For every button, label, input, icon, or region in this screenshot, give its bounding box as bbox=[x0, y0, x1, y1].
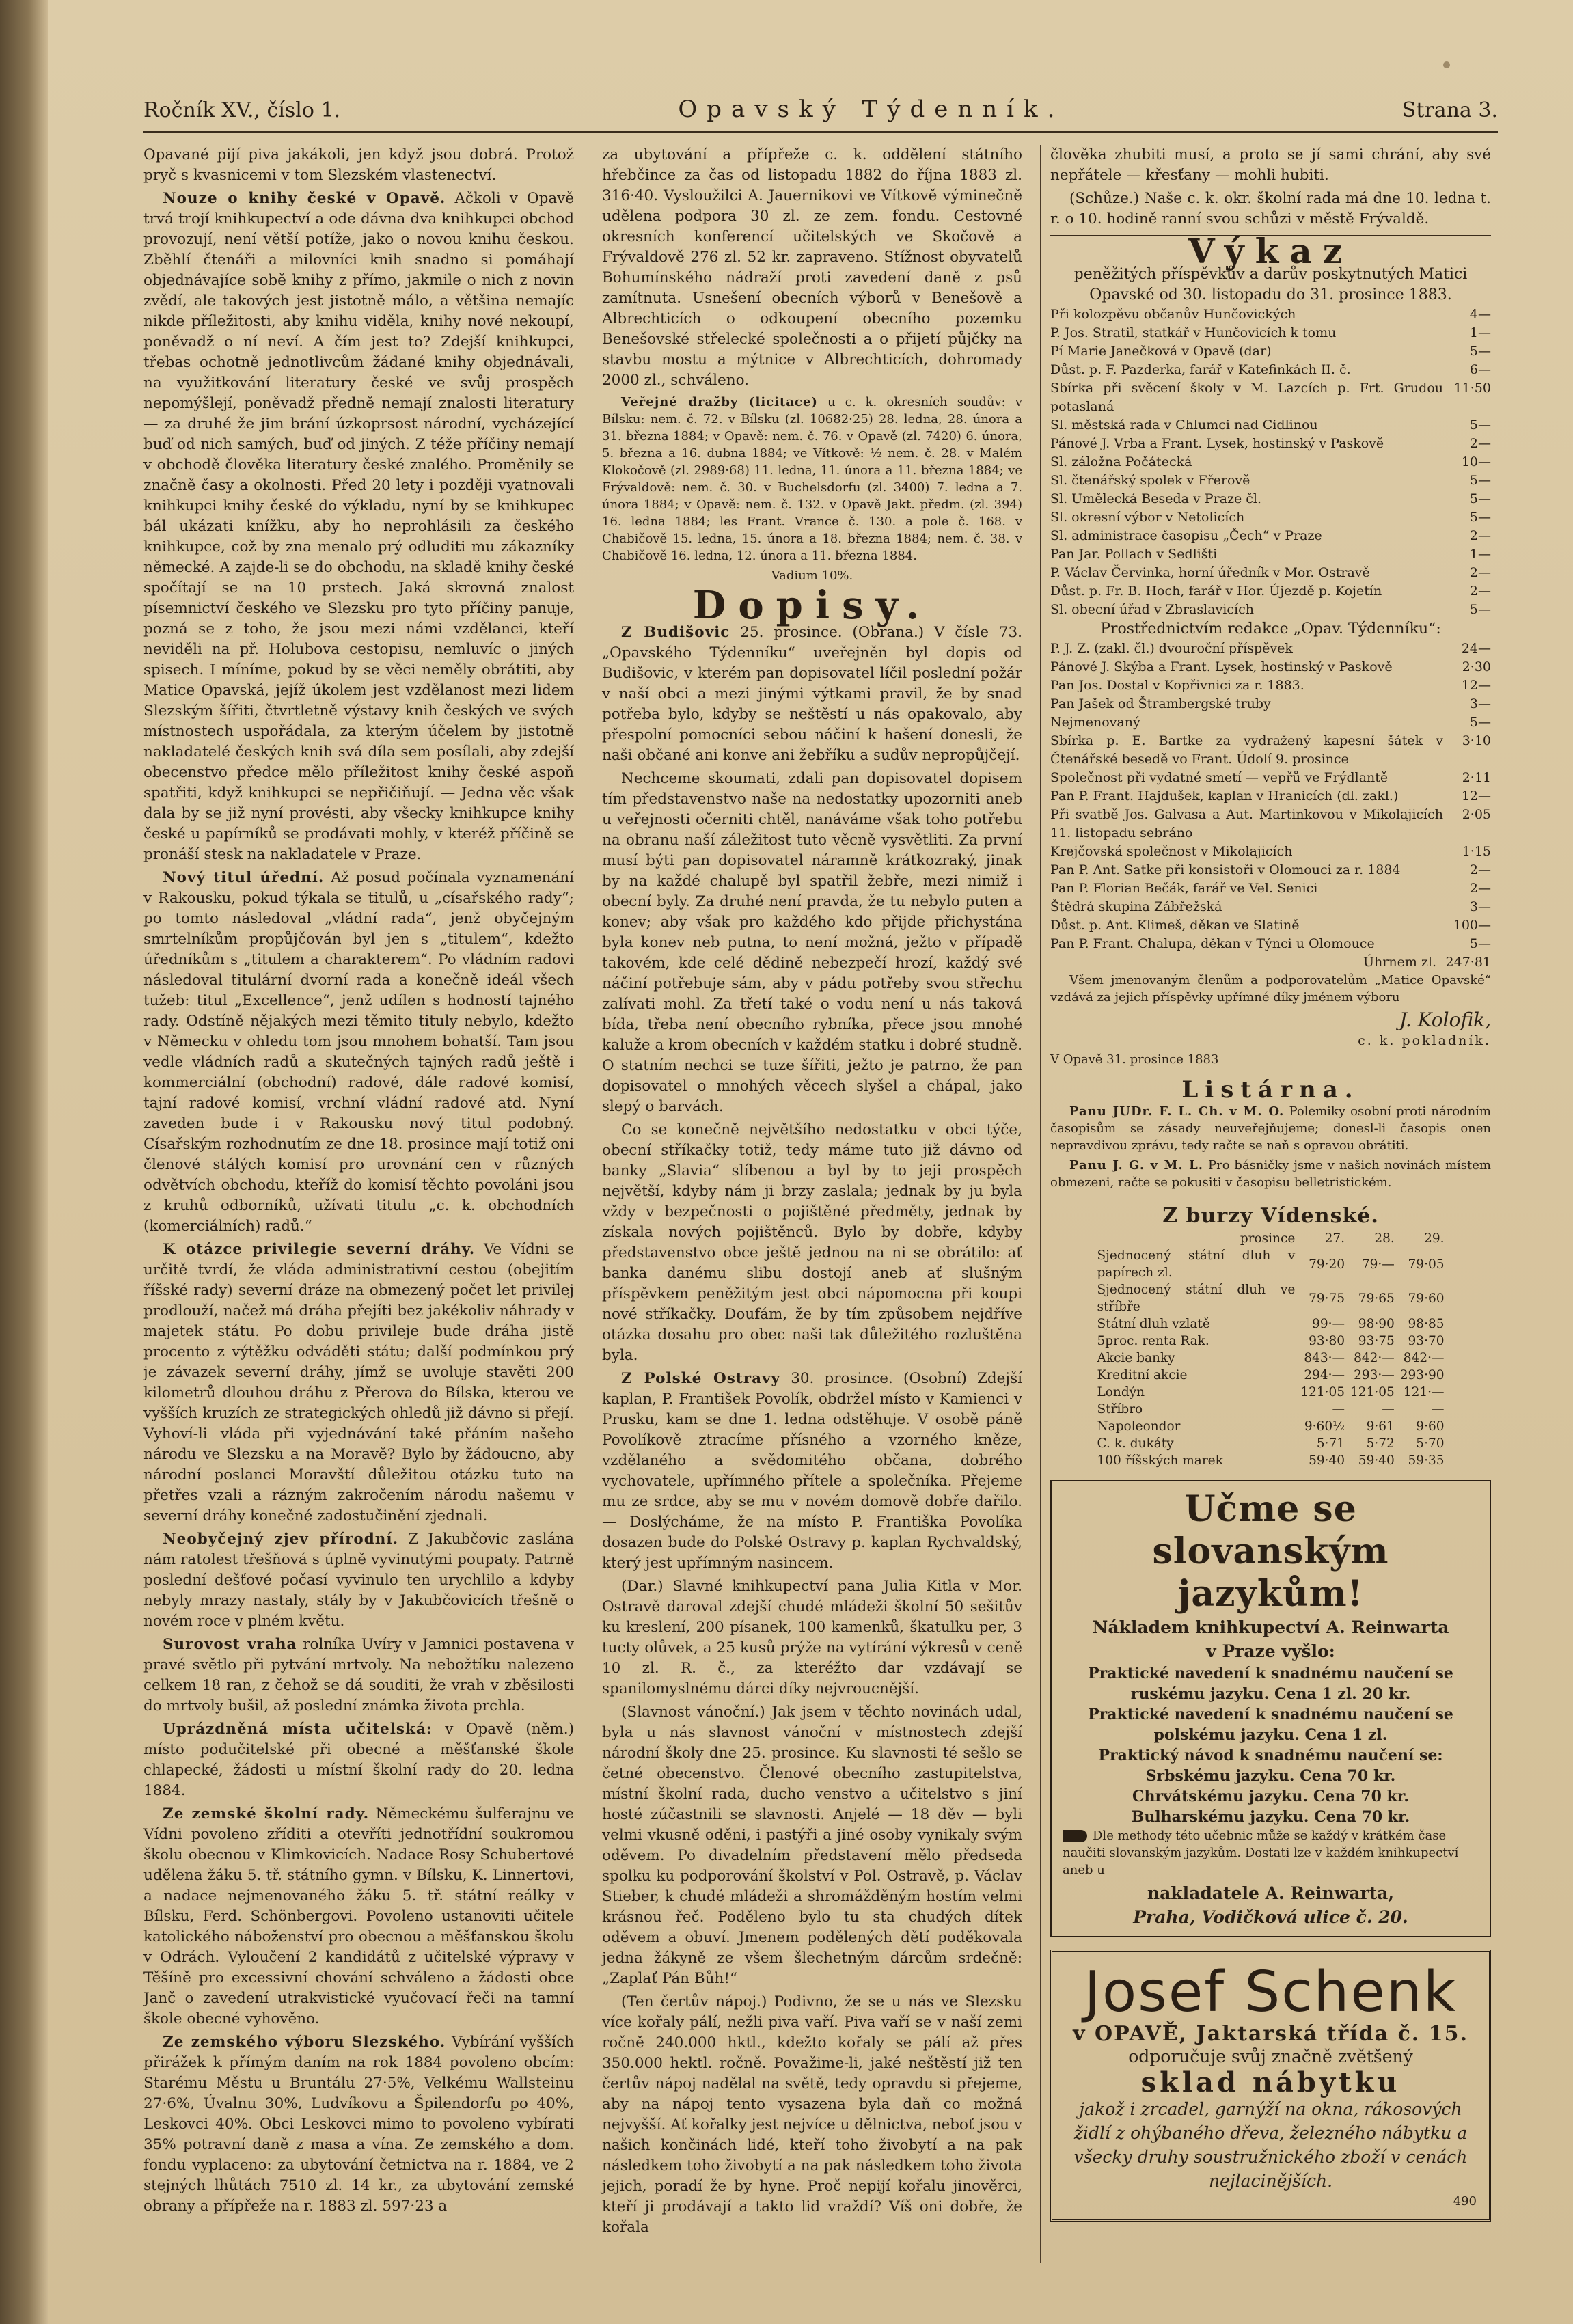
stock-name: C. k. dukáty bbox=[1097, 1436, 1174, 1451]
contribution-row bbox=[1050, 843, 1491, 861]
stock-value: 79·60 bbox=[1408, 1291, 1445, 1306]
article-railway bbox=[143, 1240, 574, 1527]
article-lead: K otázce privilegie severní dráhy. bbox=[163, 1241, 476, 1258]
stock-row bbox=[1095, 1452, 1447, 1469]
header-cell: 27. bbox=[1324, 1231, 1345, 1246]
report-title: Výkaz bbox=[1188, 231, 1354, 271]
stock-value: 293·— bbox=[1354, 1368, 1395, 1382]
article-body: v Opavě (něm.) místo podučitelské při obecné a měšťanské škole chlapecké, žádosti u místní školní rady do 20. ledna 1884. bbox=[143, 1721, 574, 1799]
treasurer-role: c. k. pokladník. bbox=[1358, 1033, 1491, 1048]
stock-value: 9·60 bbox=[1416, 1419, 1445, 1434]
contribution-row bbox=[1050, 379, 1491, 416]
auctions-body: u c. k. okresních soudův: v Bílsku: nem. č. 72. v Bílsku (zl. 10682·25) 28. ledna, 28. února a 31. března 1884; v Opavě: nem. č. 76. v Opavě (zl. 7420) 6. února, 5. března a 16. dubna 1884; ve Vítkově: ½ nem. č. 28. v Malém Klokočově (zl. 2989·68) 11. ledna, 11. února a 11. března 1884; ve Frývaldově: nem. č. 30. v Buchelsdorfu (zl. 3400) 7. ledna a 7. února 1884; v Opavě: nem. č. 132. v Opavě Jakt. předm. (zl. 394) 16. ledna 1884; les Frant. Vrance č. 130. a pole č. 168. v Chabičově 15. ledna, 15. února a 18. března 1884; nem. č. 38. v Chabičově 16. ledna, 12. února a 11. března 1884. bbox=[602, 395, 1022, 563]
advertisement-schenk bbox=[1050, 1950, 1491, 2222]
contribution-row bbox=[1050, 806, 1491, 843]
contribution-row bbox=[1050, 582, 1491, 601]
contribution-row bbox=[1050, 879, 1491, 898]
continued-paragraph: za ubytování a přípřeže c. k. oddělení státního hřebčince za čas od listopadu 1882 do října 1883 zl. 316·40. Vysloužilci A. Jauernikovi ve Vítkově výminečně udělena podpora 30 zl. ze zem. fondu. Cestovné okresních konferencí učitelských ve Skočově a Frývaldově 276 zl. 52 kr. zapraveno. Stížnost obyvatelů Bohumínského nádraží proti zavedení daně z psů zamítnuta. Usnešení obecních výborů v Benešově a Albrechticích o odkoupení obecního pozemku Benešovské střelecké společnosti a o přijetí půjčky na stavbu mostu a mýtnice v Albrechticích, dohromady 2000 zl., schváleno. bbox=[602, 146, 1022, 389]
stock-exchange-header-row bbox=[1095, 1230, 1447, 1247]
header-cell: prosince bbox=[1240, 1231, 1296, 1246]
newspaper-title: Opavský Týdenník. bbox=[678, 96, 1065, 123]
stock-row bbox=[1095, 1350, 1447, 1367]
stock-row bbox=[1095, 1418, 1447, 1435]
mailbox-text: Polemiky osobní proti národním časopisům se zásady neuveřejňujeme; donesl-li časopis onen nepravdivou zprávu, tedy račte se naň s opravou obrátiti. bbox=[1050, 1104, 1491, 1153]
stock-value: 93·75 bbox=[1358, 1334, 1395, 1348]
contributor-name: Sl. městská rada v Chlumci nad Cidlinou bbox=[1050, 418, 1318, 433]
mailbox-entry bbox=[1050, 1103, 1491, 1154]
contribution-row bbox=[1050, 545, 1491, 564]
article-body: Německému šulferajnu ve Vídni povoleno zříditi a otevříti jednotřídní soukromou školu obecnou v Klimkovicích. Nadace Rosy Schubertové udělena žáku 5. tř. státního gymn. v Bílsku, K. Linnertovi, a nadace nejmenovaného žáku 5. tř. státní reálky v Bílsku, Ferd. Schönbergovi. Povoleno ustanoviti učitele katolického náboženství pro obecnou a měšťanskou školu v Odrách. Vyloučení 2 kandidátů z učitelské výpravy v Těšíně pro excessivní chování schváleno a žádosti obce Janč o zavedení utrakvistické vyučovací řeči na tamní škole obecné vyhověno. bbox=[143, 1805, 574, 2027]
contributor-name: Pánové J. Vrba a Frant. Lysek, hostinský v Paskově bbox=[1050, 436, 1384, 451]
stock-name: Sjednocený státní dluh ve stříbře bbox=[1097, 1283, 1296, 1314]
contributor-name: Společnost při vydatné smetí — vepřů ve Frýdlantě bbox=[1050, 770, 1389, 785]
contribution-amount: 5— bbox=[1469, 715, 1491, 730]
ad-description: jakož i zrcadel, garnýží na okna, rákosových židlí z ohýbaného dřeva, železného nábytku a všecky druhy soustružnického zboží v cenách nejlacinějších. bbox=[1073, 2099, 1468, 2191]
binding-edge bbox=[0, 0, 48, 2324]
contribution-row bbox=[1050, 564, 1491, 582]
contribution-amount: 5— bbox=[1469, 936, 1491, 951]
article-nature bbox=[143, 1529, 574, 1632]
contribution-row bbox=[1050, 787, 1491, 806]
stock-row bbox=[1095, 1315, 1447, 1332]
contribution-amount: 2·11 bbox=[1462, 770, 1491, 785]
contribution-amount: 2— bbox=[1469, 584, 1491, 599]
stock-value: 79·20 bbox=[1309, 1257, 1345, 1272]
total-row bbox=[1050, 953, 1491, 972]
stock-value: 79·05 bbox=[1408, 1257, 1445, 1272]
contribution-amount: 12— bbox=[1461, 678, 1491, 693]
contributor-name: Pan P. Ant. Satke při konsistoři v Olomouci za r. 1884 bbox=[1050, 862, 1401, 877]
contribution-row bbox=[1050, 305, 1491, 324]
contribution-row bbox=[1050, 713, 1491, 732]
contribution-amount: 5— bbox=[1469, 491, 1491, 506]
stock-exchange-table bbox=[1095, 1230, 1447, 1469]
stock-value: 294·— bbox=[1304, 1368, 1345, 1382]
meeting-notice: (Schůze.) Naše c. k. okr. školní rada má dne 10. ledna t. r. o 10. hodině ranní svou schůzi v městě Frývaldě. bbox=[1050, 190, 1491, 228]
ad-item: Praktický návod k snadnému naučení se: bbox=[1098, 1747, 1443, 1764]
article-lead: Ze zemské školní rady. bbox=[163, 1805, 370, 1822]
contributor-name: Důst. p. F. Pazderka, farář v Katefinkách II. č. bbox=[1050, 362, 1351, 377]
place-date: V Opavě 31. prosince 1883 bbox=[1050, 1052, 1219, 1067]
contributor-name: Pan Jar. Pollach v Sedlišti bbox=[1050, 547, 1218, 562]
stock-name: Sjednocený státní dluh v papírech zl. bbox=[1097, 1248, 1296, 1280]
volume-number: Ročník XV., číslo 1. bbox=[143, 98, 341, 122]
stock-row bbox=[1095, 1247, 1447, 1281]
contributor-name: Sl. Umělecká Beseda v Praze čl. bbox=[1050, 491, 1262, 506]
running-header bbox=[143, 96, 1498, 133]
letter-lead: Z Budišovic bbox=[621, 624, 730, 641]
contribution-row bbox=[1050, 527, 1491, 545]
article-body: Ačkoli v Opavě trvá trojí knihkupectví a ode dávna dva knihkupci obchod provozují, není větší potíže, jako o novou knihu českou. Zběhlí čtenáři a milovníci knih snadno si pomáhají objednávajíce sobě knihy z přímo, jakmile o nich z novin zvědí, ale takových jest jistotně málo, a většina nemajíc nikde příležitosti, aby knihu viděla, knihy nové nekoupí, poněvadž o ní neví. A čím jest to? Zdejší knihkupci, třebas ochotně jednotlivcům žádané knihy objednávali, na využitkování literatury české ve svůj prospěch nepomýšlejí, poněvadž předně nemají znalosti literatury — za druhé že jim brání úzkoprsost národní, vycházející buď od nich samých, buď od jiných. Z téže příčiny nemají v obchodě člověka literatury české znalého. Proměnily se značně časy a okolnosti. Před 20 lety i později vyatnovali knihkupci knihy české do výkladu, nyní by se knihkupec bál ukázati knížku, aby ho neprohlásili za českého knihkupce, což by zna menalo prý odluditi mu zákazníky německé. A zajde-li se do obchodu, na skladě knihy české spočítají se na 10 prstech. Jaká skrovná znalost písemnictví českého ve Slezsku pro tyto příčiny panuje, pozná se z toho, že jsou mezi námi vzdělanci, kteří neviděli na př. Holubova cestopisu, nemluvíc o jiných spisech. I míníme, pokud by se věci neměly obrátiti, aby Matice Opavská, jejíž úkolem jest vzdělanost mezi lidem Slezským šířiti, čtvrtletně výstavy knih českých ve svých místnostech uspořádala, za kterým účelem by jistotně nakladatelé českých knih svá díla sem posílali, aby zdejší obecenstvo předce mělo příležitost knihy české aspoň spatřiti, když knihkupci se nepřičiňují. — Jedna věc však dala by se již nyní provésti, aby všecky knihkupce knihy české u papírníků se prodávati mohly, v kteréž příčině se pronáší stesk na nakladatele v Praze. bbox=[143, 190, 574, 863]
contribution-row bbox=[1050, 658, 1491, 676]
auctions bbox=[602, 394, 1022, 564]
ad-address: Praha, Vodičková ulice č. 20. bbox=[1133, 1907, 1408, 1927]
mailbox-text: Pro básničky jsme v našich novinách místem obmezeni, račte se pokusiti v časopisu belletristickém. bbox=[1050, 1158, 1491, 1190]
stock-value: — bbox=[1332, 1402, 1345, 1417]
article-lead: Nový titul úřední. bbox=[163, 869, 325, 886]
contribution-amount: 2·05 bbox=[1462, 807, 1491, 822]
stock-name: Stříbro bbox=[1097, 1402, 1143, 1417]
ad-items bbox=[1063, 1663, 1479, 1827]
contributor-name: Pánové J. Skýba a Frant. Lysek, hostinský v Paskově bbox=[1050, 659, 1393, 674]
contribution-amount: 5— bbox=[1469, 344, 1491, 359]
stock-value: — bbox=[1432, 1402, 1445, 1417]
contribution-row bbox=[1050, 916, 1491, 935]
article-school-board bbox=[143, 1804, 574, 2029]
contributor-name: P. Jos. Stratil, statkář v Hunčovicích k tomu bbox=[1050, 325, 1337, 340]
contributor-name: Sl. čtenářský spolek v Fřerově bbox=[1050, 473, 1250, 488]
mailbox-addressee: Panu JUDr. F. L. Ch. v M. O. bbox=[1069, 1104, 1285, 1119]
mailbox-entry bbox=[1050, 1157, 1491, 1191]
stock-exchange-title: Z burzy Vídenské. bbox=[1162, 1204, 1379, 1228]
report-period: Opavské od 30. listopadu do 31. prosince 1883. bbox=[1089, 286, 1452, 303]
stock-name: Státní dluh vzlatě bbox=[1097, 1317, 1210, 1331]
article-lead: Nouze o knihy české v Opavě. bbox=[163, 190, 446, 207]
contribution-row bbox=[1050, 471, 1491, 490]
contributor-name: Pan P. Florian Bečák, farář ve Vel. Senici bbox=[1050, 881, 1318, 896]
letter-paragraph: (Slavnost vánoční.) Jak jsem v těchto novinách udal, byla u nás slavnost vánoční v místnostech zdejší národní školy dne 25. prosince. Ku slavnosti té sešlo se četné obecenstvo. Členové obecního zastupitelstva, místní školní rada, ducho venstvo a učitelstvo s jiní hosté zúčastnili se slavnosti. Anjelé — 18 děv — byli velmi vkusně oděni, i pastýři a jiné osoby vynikaly svým oděvem. Po divadelním představení mělo předseda spolku ku podporování školství v Pol. Ostravě, p. Václav Stieber, k chudé mládeži a shromážděným hostím velmi krásnou řeč. Poděleno bylo tu sta chudých dítek oděvem a obuví. Jmenem podělených dětí poděkovala jedna žákyně ze všem šlechetným dárcům srdečně: „Zaplať Pán Bůh!“ bbox=[602, 1704, 1022, 1987]
total-amount: 247·81 bbox=[1445, 955, 1491, 970]
ad-item: Praktické navedení k snadnému naučení se ruskému jazyku. Cena 1 zl. 20 kr. bbox=[1088, 1665, 1453, 1703]
contributor-name: Sbírka při svěcení školy v M. Lazcích p. Frt. Grudou potaslaná bbox=[1050, 381, 1443, 414]
page-number: Strana 3. bbox=[1401, 98, 1498, 122]
article-body: Až posud počínala vyznamenání v Rakousku, pokud týkala se titulů, u „císařského rady“; po tomto následoval „vládní rada“, jenž obyčejným smrtelníkům propůjčován byl jen s „titulem“, kdežto úředníkům s „titulem a charakterem“. Po vládním radovi následoval titulární dvorní rada a konečně ideál všech tužeb: titul „Excellence“, jenž udílen s hodností tajného rady. Odstíně nějakých mezi těmito tituly nebylo, kdežto v Německu v ohledu tom jsou mnohem bohatší. Tam jsou vedle vládních radů a skutečných tajných radů ještě i kommerciální (obchodní) radové, dále radové komisí, tajní radové komisí, vrchní vládní radové atd. Nyní zaveden bude i v Rakousku nový titul podobný. Císařským rozhodnutím ze dne 18. prosince mají totiž oni členové stálých komisí pro urovnání cen v různých odvětvích obchodu, kteříž do komisí těchto povoláni jsou z kruhů odborníků, užívati titulu „c. k. obchodních (komerciálních) radů.“ bbox=[143, 869, 574, 1235]
ad-company-address: v OPAVĚ, Jaktarská třída č. 15. bbox=[1073, 2022, 1468, 2046]
article-lead: Neobyčejný zjev přírodní. bbox=[163, 1531, 399, 1548]
stock-value: 79·65 bbox=[1358, 1291, 1395, 1306]
contribution-amount: 100— bbox=[1453, 918, 1491, 933]
header-cell: 29. bbox=[1424, 1231, 1445, 1246]
article-body: Z Jakubčovic zaslána nám ratolest třešňová s úplně vyvinutými poupaty. Patrně poslední dešťové počasí vyvinulo ten urychlilo a kdyby nebyly mrazy nastaly, stály by v Jakubčovicích třešně o novém roce v plném květu. bbox=[143, 1531, 574, 1630]
contribution-amount: 3— bbox=[1469, 899, 1491, 914]
ad-company-name: Josef Schenk bbox=[1084, 1960, 1458, 2025]
contribution-amount: 5— bbox=[1469, 473, 1491, 488]
column-1 bbox=[143, 145, 574, 2263]
stock-value: 5·72 bbox=[1366, 1436, 1395, 1451]
contribution-row bbox=[1050, 324, 1491, 342]
ad-item: Praktické navedení k snadnému naučení se polskému jazyku. Cena 1 zl. bbox=[1088, 1706, 1453, 1744]
stock-value: 5·70 bbox=[1416, 1436, 1445, 1451]
contributor-name: Při svatbě Jos. Galvasa a Aut. Martinkovou v Mikolajicích 11. listopadu sebráno bbox=[1050, 807, 1443, 840]
contributor-name: Pan Jašek od Štrambergské truby bbox=[1050, 696, 1271, 711]
letter-budisovice bbox=[602, 623, 1022, 766]
contribution-row bbox=[1050, 695, 1491, 713]
letter-date: 30. prosince. (Osobní) bbox=[791, 1370, 967, 1387]
columns bbox=[143, 145, 1498, 2263]
letter-body: V čísle 73. „Opavského Týdenníku“ uveřejněn byl dopis od Budišovic, v kterém pan dopisovatel líčil poslední požár v naší obci a mezi jinými výtkami pravil, že by snad potřeba bylo, kdyby se neštěstí u nás opakovalo, aby přespolní pomocníci sebou náčiní k hašení donesli, že naši občané ani konve ani žebříku a sudův nepropůjčejí. bbox=[602, 624, 1022, 764]
stock-value: 121·05 bbox=[1300, 1385, 1345, 1399]
stock-value: 842·— bbox=[1403, 1351, 1445, 1365]
contribution-row bbox=[1050, 769, 1491, 787]
contribution-amount: 2·30 bbox=[1462, 659, 1491, 674]
contributor-name: Důst. p. Fr. B. Hoch, farář v Hor. Újezdě p. Kojetín bbox=[1050, 584, 1382, 599]
contribution-row bbox=[1050, 601, 1491, 619]
ad-tagline: sklad nábytku bbox=[1140, 2066, 1401, 2099]
stock-value: 59·40 bbox=[1358, 1453, 1395, 1468]
contributor-name: Krejčovská společnost v Mikolajicích bbox=[1050, 844, 1293, 859]
contribution-amount: 4— bbox=[1469, 307, 1491, 322]
total-label: Úhrnem zl. bbox=[1363, 955, 1436, 970]
stock-name: Napoleondor bbox=[1097, 1419, 1181, 1434]
ad-note bbox=[1063, 1827, 1479, 1878]
contribution-row bbox=[1050, 416, 1491, 435]
stock-row bbox=[1095, 1367, 1447, 1384]
report-subtitle: peněžitých příspěvkův a darův poskytnutých Matici bbox=[1073, 266, 1468, 283]
letter-polska-ostrava bbox=[602, 1369, 1022, 1574]
contribution-amount: 2— bbox=[1469, 862, 1491, 877]
letter-paragraph: Co se konečně největšího nedostatku v obci týče, obecní stříkačky totiž, tedy máme tuto již dávno od banky „Slavia“ slíbenou a byl by to jeji prospěch největší, kdyby nám ji brzy zaslala; jednak by ju byla vždy v bezpečnosti o pojištěné předměty, jednak by získala nových pojištěnců. Bylo by dobře, kdyby představenstvo obce ještě jednou na ni se obrátilo: ať banka danému slibu dostojí aneb ať slušným příspěvkem peněžitým jest obci nápomocna při koupi nové stříkačky. Doufám, že by tím způsobem nejdříve otázka dosahu pro obec naši tak důležitého rozluštěna byla. bbox=[602, 1121, 1022, 1364]
contributor-name: Sl. obecní úřad v Zbraslavicích bbox=[1050, 602, 1254, 617]
article-lead: Ze zemského výboru Slezského. bbox=[163, 2034, 446, 2051]
stock-row bbox=[1095, 1401, 1447, 1418]
stock-exchange-box bbox=[1095, 1203, 1447, 1469]
contribution-row bbox=[1050, 640, 1491, 658]
article-murder bbox=[143, 1635, 574, 1717]
letter-lead: Z Polské Ostravy bbox=[621, 1370, 781, 1387]
stock-value: 9·60½ bbox=[1304, 1419, 1345, 1434]
contributor-name: Pan P. Frant. Hajdušek, kaplan v Hranicích (dl. zakl.) bbox=[1050, 789, 1399, 804]
contribution-row bbox=[1050, 676, 1491, 695]
contributor-name: Nejmenovaný bbox=[1050, 715, 1140, 730]
contribution-amount: 2— bbox=[1469, 436, 1491, 451]
article-teachers bbox=[143, 1719, 574, 1801]
contribution-amount: 24— bbox=[1461, 641, 1491, 656]
treasurer-signature: J. Kolofik, bbox=[1399, 1009, 1491, 1031]
stock-value: 9·61 bbox=[1366, 1419, 1395, 1434]
contribution-amount: 3— bbox=[1469, 696, 1491, 711]
ad-publisher: Nákladem knihkupectví A. Reinwarta bbox=[1092, 1617, 1449, 1637]
ad-note-text: Dle methody této učebnic může se každý v krátkém čase naučiti slovanským jazykům. Dostati lze v každém knihkupectví aneb u bbox=[1063, 1829, 1459, 1877]
contribution-amount: 3·10 bbox=[1462, 733, 1491, 748]
ad-recommendation: odporučuje svůj značně zvětšený bbox=[1128, 2047, 1413, 2066]
stock-row bbox=[1095, 1281, 1447, 1315]
stock-row bbox=[1095, 1384, 1447, 1401]
article-body: Ve Vídni se určitě tvrdí, že vláda administrativní cestou (obejitím říšské rady) severní dráze na obmezený počet let privilej prodlouží, načež má dráha přejíti bez jakékoliv náhrady v majetek státu. Po dobu privileje bude dráha jistě procento z výtěžku odváděti státu; další podmínkou prý je závazek severní dráhy, jímž se uvoluje stavěti 200 kilometrů dlouhou dráhu z Přerova do Bílska, kterou ve vyšších kruzích ze strategických ohledů již dávno si přejí. Vyhoví-li vláda při vyjednávání také přáním našeho národu ve Slezsku a na Moravě? Bylo by žádoucno, aby národní poslanci Moravští důležitou otázku tuto na přetřes vzali a rázným zakročením národu našemu v severní dráhy konečné zadostučinění zjednali. bbox=[143, 1241, 574, 1525]
contribution-row bbox=[1050, 935, 1491, 953]
contribution-amount: 5— bbox=[1469, 510, 1491, 525]
contribution-amount: 2— bbox=[1469, 881, 1491, 896]
contributor-name: Pan P. Frant. Chalupa, děkan v Týnci u Olomouce bbox=[1050, 936, 1375, 951]
stock-value: 5·71 bbox=[1316, 1436, 1345, 1451]
stock-value: 843·— bbox=[1304, 1351, 1345, 1365]
stock-value: 121·05 bbox=[1350, 1385, 1395, 1399]
contribution-amount: 11·50 bbox=[1453, 381, 1491, 396]
mailbox-addressee: Panu J. G. v M. L. bbox=[1069, 1158, 1204, 1173]
stock-value: 79·— bbox=[1361, 1257, 1395, 1272]
stock-value: 293·90 bbox=[1399, 1368, 1445, 1382]
contributor-name: Pí Marie Janečková v Opavě (dar) bbox=[1050, 344, 1272, 359]
contribution-amount: 2— bbox=[1469, 528, 1491, 543]
contributor-name: Pan Jos. Dostal v Kopřivnici za r. 1883. bbox=[1050, 678, 1304, 693]
stock-value: 93·70 bbox=[1408, 1334, 1445, 1348]
stock-name: Akcie banky bbox=[1097, 1351, 1175, 1365]
contributions-table-2 bbox=[1050, 640, 1491, 972]
ad-city: v Praze vyšlo: bbox=[1206, 1641, 1335, 1661]
contributions-subheading: Prostřednictvím redakce „Opav. Týdenníku“: bbox=[1100, 620, 1441, 638]
stock-row bbox=[1095, 1435, 1447, 1452]
stock-value: 59·40 bbox=[1309, 1453, 1345, 1468]
contributor-name: Důst. p. Ant. Klimeš, děkan ve Slatině bbox=[1050, 918, 1300, 933]
auctions-deposit: Vadium 10%. bbox=[771, 569, 853, 583]
stock-value: 121·— bbox=[1403, 1385, 1445, 1399]
stock-value: 98·90 bbox=[1358, 1317, 1395, 1331]
stock-value: 99·— bbox=[1312, 1317, 1345, 1331]
stock-value: 842·— bbox=[1354, 1351, 1395, 1365]
contributor-name: Při kolozpěvu občanův Hunčovických bbox=[1050, 307, 1296, 322]
contribution-amount: 1·15 bbox=[1462, 844, 1491, 859]
section-title-letters: Dopisy. bbox=[692, 583, 932, 628]
ad-item: Bulharskému jazyku. Cena 70 kr. bbox=[1131, 1808, 1410, 1826]
contribution-row bbox=[1050, 342, 1491, 361]
header-cell: 28. bbox=[1374, 1231, 1395, 1246]
stock-row bbox=[1095, 1332, 1447, 1350]
stock-value: 93·80 bbox=[1309, 1334, 1345, 1348]
stock-name: 5proc. renta Rak. bbox=[1097, 1334, 1209, 1348]
stock-value: 79·75 bbox=[1309, 1291, 1345, 1306]
article-land-committee bbox=[143, 2032, 574, 2217]
ad-item: Chrvátskému jazyku. Cena 70 kr. bbox=[1132, 1788, 1410, 1805]
letter-paragraph: (Ten čertův nápoj.) Podivno, že se u nás ve Slezsku více kořaly pálí, nežli piva vaří. Piva vaří se v naší zemi ročně 240.000 hktl., kdežto kořaly se pálí až přes 350.000 hektl. ročně. Považime-li, jaké neštěstí již ten čertův nápoj nadělal na světě, tedy opravdu si přejeme, aby na nápoj tento vysazena byla daň co možná nejvyšší. Ať kořalky jest nejvíce u dělnictva, neboť jsou v našich končinách lidé, kteří toho živobytí a na pak následkem toho živobytí a na pak následkem toho života jejich, poradí že by hyne. Proč nepijí kořalu jinověrci, kteří ji prodávají a takto lid vraždí? Víš oni dobře, že kořala bbox=[602, 1993, 1022, 2236]
contributor-name: Sl. záložna Počátecká bbox=[1050, 454, 1192, 469]
contribution-amount: 5— bbox=[1469, 418, 1491, 433]
contribution-amount: 1— bbox=[1469, 325, 1491, 340]
stock-value: 59·35 bbox=[1408, 1453, 1445, 1468]
thanks-note: Všem jmenovaným členům a podporovatelům „Matice Opavské“ vzdává za jejich příspěvky upřímné díky jménem výboru bbox=[1050, 973, 1491, 1004]
contribution-amount: 12— bbox=[1461, 789, 1491, 804]
mailbox-title: Listárna. bbox=[1181, 1076, 1360, 1104]
contribution-row bbox=[1050, 732, 1491, 769]
letter-body: Zdejší kaplan, P. František Povolík, obdržel místo v Kamienci v Prusku, kam se dne 1. ledna odstěhuje. V osobě páně Povolíkově ztracíme přísného a vzorného kněze, vzdělaného a svědomitého občana, dobrého vychovatele, upřímného přítele a společníka. Přejeme mu ze srdce, aby se mu v novém domově dobře dařilo. — Doslýcháme, že na místo P. Františka Povolíka dosazen bude do Polské Ostravy p. kaplan Rychvaldský, který jest upřímným nasincem. bbox=[602, 1370, 1022, 1572]
letter-paragraph: Nechceme skoumati, zdali pan dopisovatel dopisem tím představenstvo naše na nedostatky upozorniti aneb u veřejnosti očerniti chtěl, nanáváme však toho potřebu na obranu naší záležitost tuto věcně vysvětliti. Za první musí býti pan dopisovatel náramně krátkozraký, jinak by na každé chalupě byl spatřil žebře, mezi nimiž i obecní byly. Za druhé není pravda, že tu nebylo puten a konev; aby však pro každého kdo přijde přichystána byla konev neb putna, to není možná, ježto v případě takovém, kde celé dědině nebezpečí hrozí, každý své náčiní potřebuje sám, aby v pádu potřeby svou střechu zalívati mohl. Za třetí také o vodu není u nás taková bída, třeba není obecního rybníka, přece jsou mnohé kaluže a krom obecních v každém statku i dobré studně. O statním nechci se tuze šířiti, ježto je patrno, že pan dopisovatel o mnohých věcech slyšel a chápal, jako slepý o barvách. bbox=[602, 770, 1022, 1115]
contributor-name: P. J. Z. (zakl. čl.) dvouroční příspěvek bbox=[1050, 641, 1293, 656]
contributor-name: Sl. okresní výbor v Netolicích bbox=[1050, 510, 1245, 525]
article-books bbox=[143, 189, 574, 865]
stock-name: Londýn bbox=[1097, 1385, 1145, 1399]
contributor-name: P. Václav Červinka, horní úředník v Mor. Ostravě bbox=[1050, 565, 1370, 580]
stock-value: 98·85 bbox=[1408, 1317, 1445, 1331]
column-3 bbox=[1040, 145, 1491, 2263]
ad-headline: Učme se slovanským jazykům! bbox=[1152, 1488, 1389, 1615]
auctions-lead: Veřejné dražby (licitace) bbox=[621, 395, 818, 409]
column-2 bbox=[592, 145, 1022, 2263]
article-body: rolníka Uvíry v Jamnici postavena v pravé světlo při pytvání mrtvoly. Na nebožtíku nalezeno celkem 18 ran, z čehož se dá souditi, že vrah v zběsilosti do mrtvoly bušil, až poslední známka života prchla. bbox=[143, 1636, 574, 1714]
ink-spot bbox=[1443, 61, 1450, 68]
article-lead: Uprázdněná místa učitelská: bbox=[163, 1721, 433, 1738]
ad-publisher-2: nakladatele A. Reinwarta, bbox=[1147, 1883, 1395, 1903]
article-lead: Surovost vraha bbox=[163, 1636, 297, 1653]
contribution-amount: 6— bbox=[1469, 362, 1491, 377]
letter-date: 25. prosince. (Obrana.) bbox=[740, 624, 925, 641]
stock-value: — bbox=[1382, 1402, 1395, 1417]
ad-item: Srbskému jazyku. Cena 70 kr. bbox=[1145, 1767, 1396, 1785]
opening-paragraph: Opavané pijí piva jakákoli, jen když jsou dobrá. Protož pryč s kvasnicemi v tom Slezském vlastenectví. bbox=[143, 146, 574, 184]
contribution-row bbox=[1050, 898, 1491, 916]
contribution-row bbox=[1050, 453, 1491, 471]
contribution-row bbox=[1050, 435, 1491, 453]
contributor-name: Sbírka p. E. Bartke za vydražený kapesní šátek v Čtenářské besedě vo Frant. Údolí 9. prosince bbox=[1050, 733, 1443, 767]
contribution-row bbox=[1050, 361, 1491, 379]
letter-paragraph: (Dar.) Slavné knihkupectví pana Julia Kitla v Mor. Ostravě daroval zdejší chudé mládeži školní 50 sešitův ku kreslení, 200 písanek, 100 kamenků, škatulku per, 3 tucty olůvek, a 25 kusů prýže na vytírání výkresů v ceně 10 zl. R. č., za kteréžto dar vzdávají se spanilomyslnému dárci díky nejvroucnější. bbox=[602, 1578, 1022, 1697]
contribution-amount: 2— bbox=[1469, 565, 1491, 580]
article-body: Vybírání vyšších přirážek k přímým daním na rok 1884 povoleno obcím: Starému Městu u Bruntálu 27·5%, Velkému Wallsteinu 27·6%, Úvalnu 30%, Ludvíkovu a Špilendorfu po 40%, Leskovci 40%. Obci Leskovci mimo to povoleno vybírati 35% potravní daně z masa a vína. Ze zemského a dom. fondu vyplaceno: za ubytování četnictva na r. 1884, ve 2 stejných lhůtách 7510 zl. 14 kr., za ubytování zemské obrany a přípřeže na r. 1883 zl. 597·23 a bbox=[143, 2034, 574, 2215]
contributor-name: Štědrá skupina Zábřežská bbox=[1050, 899, 1222, 914]
article-title-new bbox=[143, 868, 574, 1237]
contribution-amount: 5— bbox=[1469, 602, 1491, 617]
stock-name: Kreditní akcie bbox=[1097, 1368, 1188, 1382]
contributions-table bbox=[1050, 305, 1491, 619]
pointing-hand-icon bbox=[1063, 1830, 1087, 1842]
contribution-row bbox=[1050, 508, 1491, 527]
stock-name: 100 říšských marek bbox=[1097, 1453, 1223, 1468]
contributor-name: Sl. administrace časopisu „Čech“ v Praze bbox=[1050, 528, 1322, 543]
continued-paragraph: člověka zhubiti musí, a proto se jí sami chrání, aby své nepřátele — křesťany — mohli hubiti. bbox=[1050, 146, 1491, 184]
contribution-row bbox=[1050, 490, 1491, 508]
ad-number: 490 bbox=[1453, 2194, 1477, 2209]
contribution-row bbox=[1050, 861, 1491, 879]
contribution-amount: 1— bbox=[1469, 547, 1491, 562]
contribution-amount: 10— bbox=[1461, 454, 1491, 469]
advertisement-reinwart bbox=[1050, 1480, 1491, 1937]
